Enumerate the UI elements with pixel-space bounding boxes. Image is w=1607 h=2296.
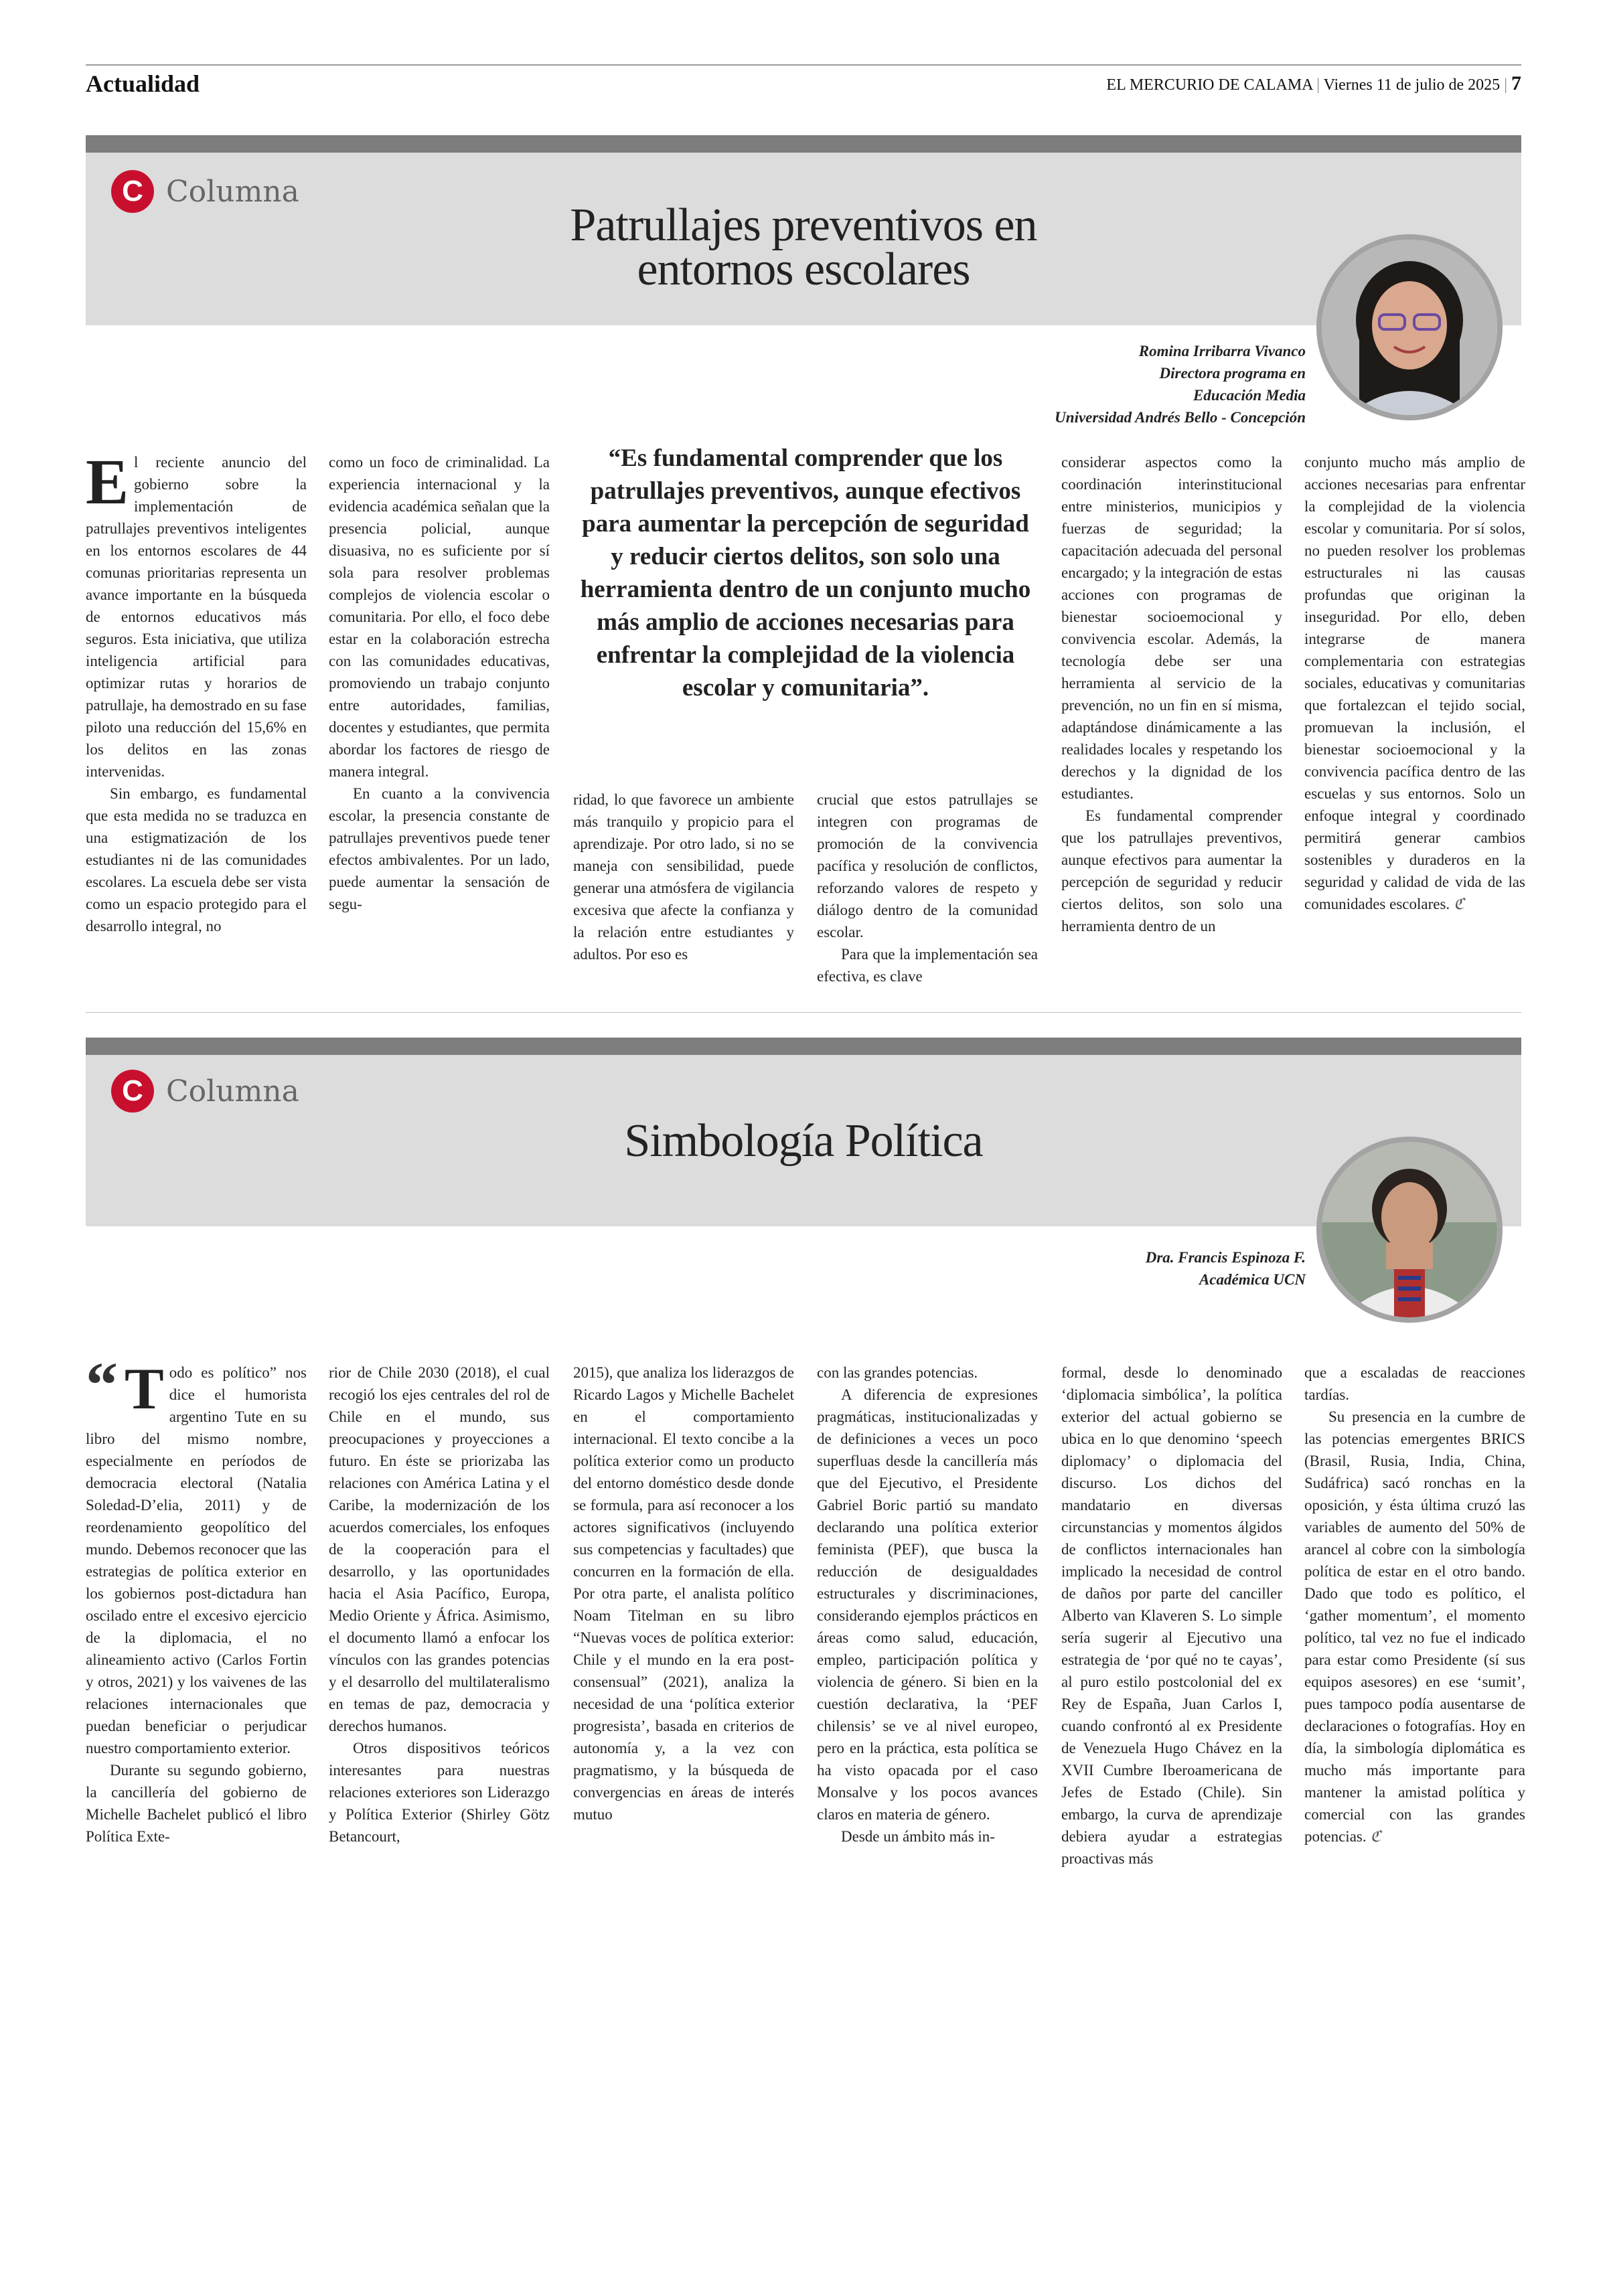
author-title: Directora programa en: [1159, 365, 1306, 382]
author-portrait-2: [1316, 1137, 1503, 1323]
article2-column-2: [329, 1362, 550, 1848]
paragraph: A diferencia de expresiones pragmáticas, institucionalizadas y de definiciones a veces un poco superfluas desde la cancillería más que del Ejecutivo, el Presidente Gabriel Boric partió su mandato declarando una política exterior feminista (PEF), que busca la reducción de desigualdades estructurales y discriminaciones, considerando ejemplos prácticos en áreas como salud, educación, empleo, participación política y violencia de género. Si bien en la cuestión declarativa, la ‘PEF chilensis’ se ve al nivel europeo, pero en la práctica, esta política se ha visto opacada por el caso Monsalve y los pocos avances claros en materia de género.: [817, 1386, 1038, 1823]
publication-date: Viernes 11 de julio de 2025: [1323, 76, 1501, 94]
paragraph: Es fundamental comprender que los patrullajes preventivos, aunque efectivos para aumentar la percepción de seguridad y reducir ciertos delitos, son solo una herramienta dentro de un: [1061, 807, 1282, 934]
pull-quote: “Es fundamental comprender que los patrullajes preventivos, aunque efectivos para aumentar la percepción de seguridad y reducir ciertos delitos, son solo una herramienta dentro de un conjunto mucho más amplio de acciones necesarias para enfrentar la complejidad de la violencia escolar y comunitaria”.: [580, 444, 1031, 702]
publication-name: EL MERCURIO DE CALAMA: [1106, 76, 1313, 94]
column-c-icon: C: [111, 1070, 154, 1113]
column-c-icon: C: [111, 170, 154, 213]
article1-column-4: [817, 789, 1038, 987]
paragraph: crucial que estos patrullajes se integren con programas de promoción de la convivencia pacífica y resolución de conflictos, reforzando valores de respeto y diálogo dentro de la comunidad escolar.: [817, 791, 1038, 940]
paragraph: 2015), que analiza los liderazgos de Ricardo Lagos y Michelle Bachelet en el comportamiento internacional. El texto concibe a la política exterior como un producto del entorno doméstico desde donde se formula, para así reconocer a los actores significativos (incluyendo sus competencias y facultades) que concurren en la formación de ella. Por otra parte, el analista político Noam Titelman en su libro “Nuevas voces de política exterior: Chile y el mundo en la era post-consensual” (2021), analiza la necesidad de una ‘política exterior progresista’, basada en criterios de autonomía y, a la vez con pragmatismo, y la búsqueda de convergencias en áreas de interés mutuo: [573, 1364, 794, 1823]
article-divider: [86, 1012, 1521, 1013]
paragraph: Durante su segundo gobierno, la cancillería del gobierno de Michelle Bachelet publicó el libro Política Exte-: [86, 1762, 307, 1845]
article1-column-1: [86, 446, 307, 937]
article2-column-3: [573, 1362, 794, 1825]
paragraph: rior de Chile 2030 (2018), el cual recogió los ejes centrales del rol de Chile en el mundo, sus preocupaciones y proyecciones a futuro. En éste se priorizaba las relaciones con América Latina y el Caribe, la modernización de los acuerdos comerciales, los enfoques de la cooperación para el desarrollo, y las oportunidades hacia el Asia Pacífico, Europa, Medio Oriente y África. Asimismo, el documento llamó a enfocar los vínculos con las grandes potencias y el desarrollo del multilateralismo en temas de paz, democracia y derechos humanos.: [329, 1364, 550, 1734]
author-name: Dra. Francis Espinoza F.: [1145, 1249, 1306, 1266]
article1-headline: [86, 199, 1521, 295]
dropcap: T: [125, 1357, 164, 1422]
paragraph: conjunto mucho más amplio de acciones necesarias para enfrentar la complejidad de la violencia escolar y comunitaria. Por sí solos, no pueden resolver los problemas estructurales ni las causas profundas que originan la inseguridad. Por ello, deben integrarse de manera complementaria con estrategias sociales, educativas y comunitarias que fortalezcan el tejido social, promuevan la inclusión, el bienestar socioemocional y la convivencia pacífica dentro de las escuelas y sus entornos. Solo un enfoque integral y coordinado permitirá generar cambios sostenibles y duraderos en la seguridad y calidad de vida de las comunidades escolares.: [1304, 454, 1525, 912]
article2-column-1: [86, 1349, 307, 1848]
author-program: Educación Media: [1193, 387, 1306, 404]
paragraph: con las grandes potencias.: [817, 1364, 978, 1381]
banner-top-stripe-2: [86, 1038, 1521, 1055]
paragraph: Sin embargo, es fundamental que esta medida no se traduzca en una estigmatización de los estudiantes ni de las comunidades escolares. La escuela debe ser vista como un espacio protegido para el desarrollo integral, no: [86, 785, 307, 934]
author-title: Académica UCN: [1199, 1271, 1306, 1288]
paragraph: Desde un ámbito más in-: [841, 1828, 995, 1845]
paragraph: Su presencia en la cumbre de las potencias emergentes BRICS (Brasil, Rusia, India, China, Sudáfrica) sacó ronchas en la oposición, y ésta última cruzó las variables de aumento del 50% de arancel al cobre con la simbología política de estar en el otro bando. Dado que todo es político, el ‘gather momentum’, el momento político, tal vez no fue el indicado para estar como Presidente (sí sus equipos asesores) en ese ‘sumit’, pues tampoco podía ausentarse de declaraciones o fotografías. Hoy en día, la simbología diplomática es mucho más importante para mantener la amistad política y comercial con las grandes potencias.: [1304, 1408, 1525, 1845]
paragraph: formal, desde lo denominado ‘diplomacia simbólica’, la política exterior del actual gobierno se ubica en lo que denomino ‘speech diplomacy’ o diplomacia del discurso. Los dichos del mandatario en diversas circunstancias y momentos álgidos de conflictos internacionales han implicado la necesidad de control de daños por parte del canciller Alberto van Klaveren S. Lo simple sería sugerir al Ejecutivo una estrategia de ‘por qué no te cayas’, al puro estilo postcolonial del ex Rey de España, Juan Carlos I, cuando confrontó al ex Presidente de Venezuela Hugo Chávez en la XVII Cumbre Iberoamericana de Jefes de Estado (Chile). Sin embargo, la curva de aprendizaje debiera ayudar a estrategias proactivas más: [1061, 1364, 1282, 1867]
paragraph: l reciente anuncio del gobierno sobre la implementación de patrullajes preventivos inteligentes en los entornos escolares de 44 comunas prioritarias representa un avance importante en la búsqueda de entornos educativos más seguros. Esta iniciativa, que utiliza inteligencia artificial para optimizar rutas y horarios de patrullaje, ha demostrado en su fase piloto una reducción del 15,6% en los delitos en las zonas intervenidas.: [86, 454, 307, 780]
column-label: Columna: [166, 1074, 299, 1109]
article2-column-4: [817, 1362, 1038, 1848]
article2-headline: Simbología Política: [624, 1115, 983, 1167]
article1-column-6: [1304, 451, 1525, 915]
article2-banner: [86, 1055, 1521, 1226]
end-mark-icon: ℭ: [1453, 896, 1465, 912]
article1-column-3: [573, 789, 794, 965]
paragraph: que a escaladas de reacciones tardías.: [1304, 1364, 1525, 1403]
paragraph: En cuanto a la convivencia escolar, la presencia constante de patrullajes preventivos puede tener efectos ambivalentes. Por un lado, puede aumentar la sensación de segu-: [329, 785, 550, 912]
author-portrait-1: [1316, 234, 1503, 420]
column-label: Columna: [166, 174, 299, 209]
author-name: Romina Irribarra Vivanco: [1138, 343, 1306, 359]
dropcap: E: [86, 446, 129, 517]
article1-column-2: [329, 451, 550, 915]
page-header: [86, 64, 1521, 99]
paragraph: como un foco de criminalidad. La experiencia internacional y la evidencia académica señalan que la presencia policial, aunque disuasiva, no es suficiente por sí sola para resolver problemas complejos de violencia escolar o comunitaria. Por ello, el foco debe estar en la colaboración estrecha con las comunidades educativas, promoviendo un trabajo conjunto entre autoridades, familias, docentes y estudiantes, que permita abordar los factores de riesgo de manera integral.: [329, 454, 550, 780]
article1-banner: [86, 153, 1521, 325]
section-name: Actualidad: [86, 70, 200, 97]
article1-byline: [837, 340, 1306, 428]
headline-line-1: Patrullajes preventivos en: [570, 199, 1037, 251]
article2-column-5: [1061, 1362, 1282, 1870]
banner-top-stripe: [86, 135, 1521, 153]
article1-column-5: [1061, 451, 1282, 937]
page-number: 7: [1511, 72, 1521, 94]
end-mark-icon: ℭ: [1370, 1828, 1381, 1845]
paragraph: odo es político” nos dice el humorista argentino Tute en su libro del mismo nombre, especialmente en períodos de democracia electoral (Natalia Soledad-D’elia, 2011) y de reordenamiento geopolítico del mundo. Debemos reconocer que las estrategias de política exterior en los gobiernos post-dictadura han oscilado entre el excesivo ejercicio de la diplomacia, el no alineamiento activo (Carlos Fortin y otros, 2021) y los vaivenes de las relaciones internacionales que puedan beneficiar o perjudicar nuestro comportamiento exterior.: [86, 1364, 307, 1756]
article2-byline: [837, 1246, 1306, 1291]
paragraph: considerar aspectos como la coordinación interinstitucional entre ministerios, municipios y fuerzas de seguridad; la capacitación adecuada del personal encargado; y la integración de estas acciones con programas de bienestar socioemocional y convivencia escolar. Además, la tecnología debe ser una herramienta al servicio de la prevención, no un fin en sí misma, adaptándose dinámicamente a las realidades locales y respetando los derechos y la dignidad de los estudiantes.: [1061, 454, 1282, 802]
paragraph: ridad, lo que favorece un ambiente más tranquilo y propicio para el aprendizaje. Por otro lado, si no se maneja con sensibilidad, puede generar una atmósfera de vigilancia excesiva que afecte la confianza y la relación entre estudiantes y adultos. Por eso es: [573, 791, 794, 963]
paragraph: Para que la implementación sea efectiva, es clave: [817, 946, 1038, 985]
headline-line-2: entornos escolares: [637, 244, 970, 295]
column-badge-2: [111, 1070, 299, 1113]
masthead: EL MERCURIO DE CALAMA | Viernes 11 de julio de 2025 | 7: [1106, 72, 1521, 94]
paragraph: Otros dispositivos teóricos interesantes para nuestras relaciones exteriores son Liderazgo y Política Exterior (Shirley Götz Betancourt,: [329, 1740, 550, 1845]
article2-column-6: [1304, 1362, 1525, 1848]
open-quote-icon: “: [86, 1349, 118, 1420]
author-institution: Universidad Andrés Bello - Concepción: [1055, 409, 1306, 426]
